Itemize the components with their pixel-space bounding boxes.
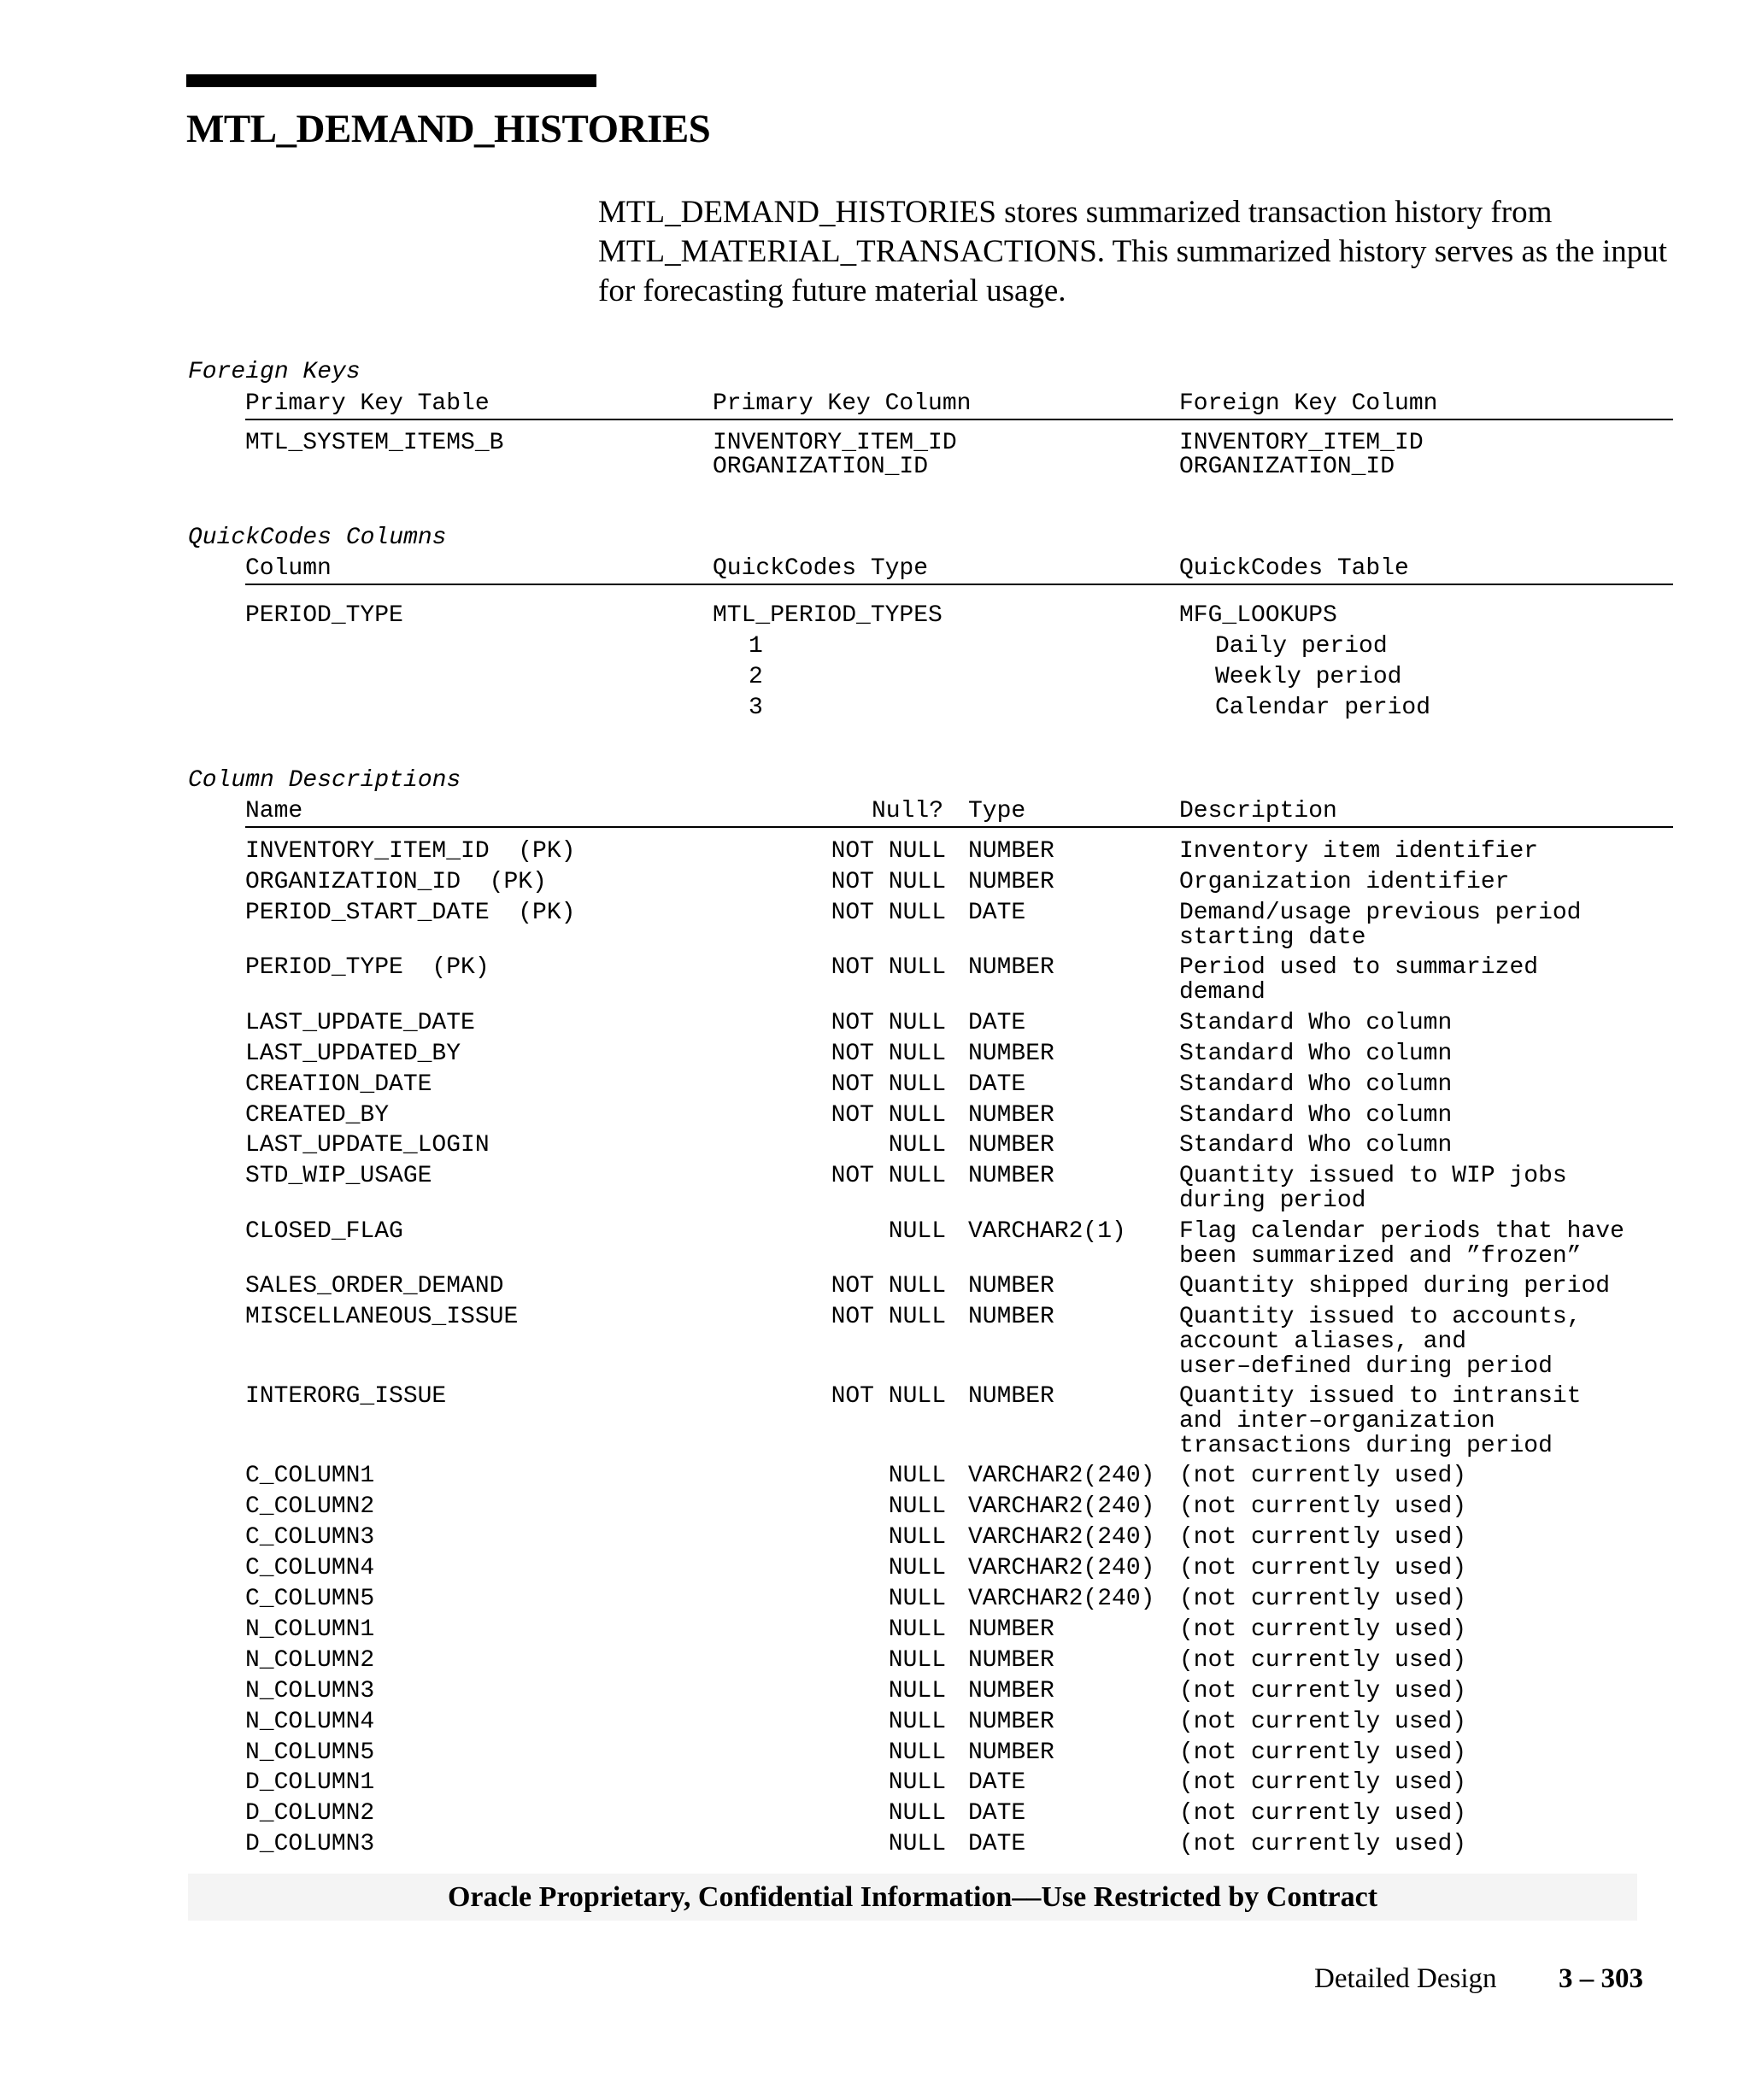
cd-header-null: Null? xyxy=(872,798,944,824)
column-type-cell: DATE xyxy=(968,1769,1026,1796)
column-type-cell: NUMBER xyxy=(968,954,1054,981)
column-null-cell: NOT NULL xyxy=(831,1010,946,1036)
column-type-cell: DATE xyxy=(968,1071,1026,1098)
column-name-cell: PERIOD_START_DATE (PK) xyxy=(245,900,576,926)
column-type-cell: NUMBER xyxy=(968,1102,1054,1129)
column-description-cell: Inventory item identifier xyxy=(1179,838,1539,865)
column-null-cell: NOT NULL xyxy=(831,1071,946,1098)
column-name-cell: LAST_UPDATE_DATE xyxy=(245,1010,475,1036)
foreign-keys-label: Foreign Keys xyxy=(188,359,361,385)
column-name-cell: N_COLUMN1 xyxy=(245,1616,375,1643)
footer-section-title: Detailed Design xyxy=(1314,1963,1497,1994)
column-type-cell: NUMBER xyxy=(968,1647,1054,1674)
qc-meaning-3: Calendar period xyxy=(1215,695,1431,721)
qc-table-cell: MFG_LOOKUPS xyxy=(1179,602,1337,629)
column-description-cell: Demand/usage previous period starting date xyxy=(1179,900,1582,951)
column-name-cell: CREATION_DATE xyxy=(245,1071,432,1098)
column-description-cell: (not currently used) xyxy=(1179,1709,1467,1735)
column-name-cell: D_COLUMN1 xyxy=(245,1769,375,1796)
cd-header-description: Description xyxy=(1179,798,1337,824)
column-null-cell: NOT NULL xyxy=(831,954,946,981)
column-description-cell: (not currently used) xyxy=(1179,1463,1467,1489)
column-name-cell: D_COLUMN3 xyxy=(245,1831,375,1857)
cd-header-name: Name xyxy=(245,798,303,824)
title-rule xyxy=(186,74,596,87)
column-description-cell: (not currently used) xyxy=(1179,1493,1467,1520)
column-name-cell: PERIOD_TYPE (PK) xyxy=(245,954,490,981)
column-name-cell: SALES_ORDER_DEMAND xyxy=(245,1273,504,1299)
column-null-cell: NULL xyxy=(888,1493,946,1520)
column-type-cell: VARCHAR2(240) xyxy=(968,1555,1155,1581)
column-null-cell: NOT NULL xyxy=(831,1304,946,1330)
column-type-cell: VARCHAR2(1) xyxy=(968,1218,1126,1245)
column-description-cell: (not currently used) xyxy=(1179,1524,1467,1551)
column-type-cell: NUMBER xyxy=(968,838,1054,865)
cd-header-rule xyxy=(245,826,1673,828)
column-name-cell: ORGANIZATION_ID (PK) xyxy=(245,869,547,895)
column-type-cell: NUMBER xyxy=(968,1709,1054,1735)
column-name-cell: LAST_UPDATED_BY xyxy=(245,1041,461,1067)
column-name-cell: STD_WIP_USAGE xyxy=(245,1163,432,1189)
column-name-cell: C_COLUMN5 xyxy=(245,1586,375,1612)
column-name-cell: N_COLUMN3 xyxy=(245,1678,375,1704)
fk-header-pk-column: Primary Key Column xyxy=(713,390,972,417)
qc-code-3: 3 xyxy=(749,695,763,721)
column-type-cell: VARCHAR2(240) xyxy=(968,1524,1155,1551)
column-null-cell: NOT NULL xyxy=(831,838,946,865)
column-type-cell: NUMBER xyxy=(968,1132,1054,1159)
column-type-cell: DATE xyxy=(968,900,1026,926)
column-description-cell: Standard Who column xyxy=(1179,1010,1453,1036)
fk-fk-column-2: ORGANIZATION_ID xyxy=(1179,454,1395,480)
column-name-cell: INVENTORY_ITEM_ID (PK) xyxy=(245,838,576,865)
column-type-cell: NUMBER xyxy=(968,1616,1054,1643)
fk-pk-column-2: ORGANIZATION_ID xyxy=(713,454,929,480)
column-name-cell: INTERORG_ISSUE xyxy=(245,1383,447,1410)
column-null-cell: NULL xyxy=(888,1647,946,1674)
fk-table-cell: MTL_SYSTEM_ITEMS_B xyxy=(245,430,504,456)
column-null-cell: NOT NULL xyxy=(831,1041,946,1067)
column-description-cell: (not currently used) xyxy=(1179,1769,1467,1796)
qc-header-rule xyxy=(245,584,1673,585)
fk-header-fk-column: Foreign Key Column xyxy=(1179,390,1438,417)
qc-meaning-1: Daily period xyxy=(1215,633,1388,660)
column-name-cell: C_COLUMN4 xyxy=(245,1555,375,1581)
column-null-cell: NOT NULL xyxy=(831,1273,946,1299)
column-descriptions-label: Column Descriptions xyxy=(188,767,461,794)
column-type-cell: DATE xyxy=(968,1800,1026,1827)
column-type-cell: VARCHAR2(240) xyxy=(968,1586,1155,1612)
qc-meaning-2: Weekly period xyxy=(1215,664,1402,690)
column-description-cell: Period used to summarized demand xyxy=(1179,954,1539,1006)
column-type-cell: NUMBER xyxy=(968,1678,1054,1704)
fk-header-pk-table: Primary Key Table xyxy=(245,390,490,417)
column-description-cell: (not currently used) xyxy=(1179,1831,1467,1857)
qc-column-cell: PERIOD_TYPE xyxy=(245,602,403,629)
fk-fk-column-1: INVENTORY_ITEM_ID xyxy=(1179,430,1424,456)
column-null-cell: NOT NULL xyxy=(831,1102,946,1129)
column-name-cell: C_COLUMN2 xyxy=(245,1493,375,1520)
column-description-cell: Standard Who column xyxy=(1179,1132,1453,1159)
column-null-cell: NULL xyxy=(888,1831,946,1857)
column-null-cell: NULL xyxy=(888,1800,946,1827)
column-null-cell: NOT NULL xyxy=(831,1163,946,1189)
qc-header-type: QuickCodes Type xyxy=(713,555,929,582)
column-description-cell: (not currently used) xyxy=(1179,1739,1467,1766)
column-type-cell: NUMBER xyxy=(968,1383,1054,1410)
column-description-cell: Organization identifier xyxy=(1179,869,1510,895)
column-description-cell: Quantity issued to WIP jobs during period xyxy=(1179,1163,1567,1214)
column-null-cell: NOT NULL xyxy=(831,900,946,926)
column-null-cell: NOT NULL xyxy=(831,1383,946,1410)
column-type-cell: VARCHAR2(240) xyxy=(968,1463,1155,1489)
quickcodes-label: QuickCodes Columns xyxy=(188,525,447,551)
qc-type-cell: MTL_PERIOD_TYPES xyxy=(713,602,943,629)
column-null-cell: NULL xyxy=(888,1555,946,1581)
column-description-cell: Standard Who column xyxy=(1179,1102,1453,1129)
column-name-cell: CREATED_BY xyxy=(245,1102,390,1129)
column-description-cell: Standard Who column xyxy=(1179,1041,1453,1067)
column-name-cell: C_COLUMN3 xyxy=(245,1524,375,1551)
qc-header-column: Column xyxy=(245,555,332,582)
footer-page-number: 3 – 303 xyxy=(1559,1963,1643,1994)
column-null-cell: NULL xyxy=(888,1132,946,1159)
column-name-cell: LAST_UPDATE_LOGIN xyxy=(245,1132,490,1159)
qc-header-table: QuickCodes Table xyxy=(1179,555,1409,582)
column-type-cell: NUMBER xyxy=(968,1273,1054,1299)
column-null-cell: NULL xyxy=(888,1524,946,1551)
column-type-cell: NUMBER xyxy=(968,1304,1054,1330)
column-name-cell: C_COLUMN1 xyxy=(245,1463,375,1489)
column-name-cell: N_COLUMN4 xyxy=(245,1709,375,1735)
column-null-cell: NULL xyxy=(888,1678,946,1704)
intro-paragraph: MTL_DEMAND_HISTORIES stores summarized transaction history from MTL_MATERIAL_TRANSACTIONS. This summarized history serves as the input for forecasting future material usage. xyxy=(598,195,1668,308)
column-description-cell: (not currently used) xyxy=(1179,1616,1467,1643)
column-description-cell: Quantity issued to intransit and inter–organization transactions during period xyxy=(1179,1383,1582,1459)
page-title: MTL_DEMAND_HISTORIES xyxy=(186,107,711,151)
column-null-cell: NULL xyxy=(888,1463,946,1489)
column-description-cell: Quantity issued to accounts, account aliases, and user–defined during period xyxy=(1179,1304,1582,1380)
column-description-cell: Flag calendar periods that have been summarized and ”frozen” xyxy=(1179,1218,1624,1270)
qc-code-1: 1 xyxy=(749,633,763,660)
fk-header-rule xyxy=(245,419,1673,420)
column-null-cell: NULL xyxy=(888,1739,946,1766)
column-type-cell: NUMBER xyxy=(968,1739,1054,1766)
column-type-cell: VARCHAR2(240) xyxy=(968,1493,1155,1520)
column-name-cell: N_COLUMN2 xyxy=(245,1647,375,1674)
cd-header-type: Type xyxy=(968,798,1026,824)
column-description-cell: (not currently used) xyxy=(1179,1586,1467,1612)
column-null-cell: NULL xyxy=(888,1586,946,1612)
column-description-cell: (not currently used) xyxy=(1179,1555,1467,1581)
column-type-cell: NUMBER xyxy=(968,1041,1054,1067)
column-type-cell: NUMBER xyxy=(968,869,1054,895)
column-type-cell: DATE xyxy=(968,1831,1026,1857)
column-null-cell: NULL xyxy=(888,1709,946,1735)
column-null-cell: NULL xyxy=(888,1616,946,1643)
column-description-cell: (not currently used) xyxy=(1179,1678,1467,1704)
column-description-cell: (not currently used) xyxy=(1179,1800,1467,1827)
fk-pk-column-1: INVENTORY_ITEM_ID xyxy=(713,430,957,456)
column-type-cell: DATE xyxy=(968,1010,1026,1036)
column-name-cell: N_COLUMN5 xyxy=(245,1739,375,1766)
column-description-cell: Standard Who column xyxy=(1179,1071,1453,1098)
qc-code-2: 2 xyxy=(749,664,763,690)
column-type-cell: NUMBER xyxy=(968,1163,1054,1189)
confidential-banner: Oracle Proprietary, Confidential Information––Use Restricted by Contract xyxy=(188,1874,1637,1921)
column-name-cell: CLOSED_FLAG xyxy=(245,1218,403,1245)
column-name-cell: D_COLUMN2 xyxy=(245,1800,375,1827)
column-name-cell: MISCELLANEOUS_ISSUE xyxy=(245,1304,519,1330)
column-description-cell: Quantity shipped during period xyxy=(1179,1273,1611,1299)
column-null-cell: NOT NULL xyxy=(831,869,946,895)
column-null-cell: NULL xyxy=(888,1218,946,1245)
column-null-cell: NULL xyxy=(888,1769,946,1796)
column-description-cell: (not currently used) xyxy=(1179,1647,1467,1674)
